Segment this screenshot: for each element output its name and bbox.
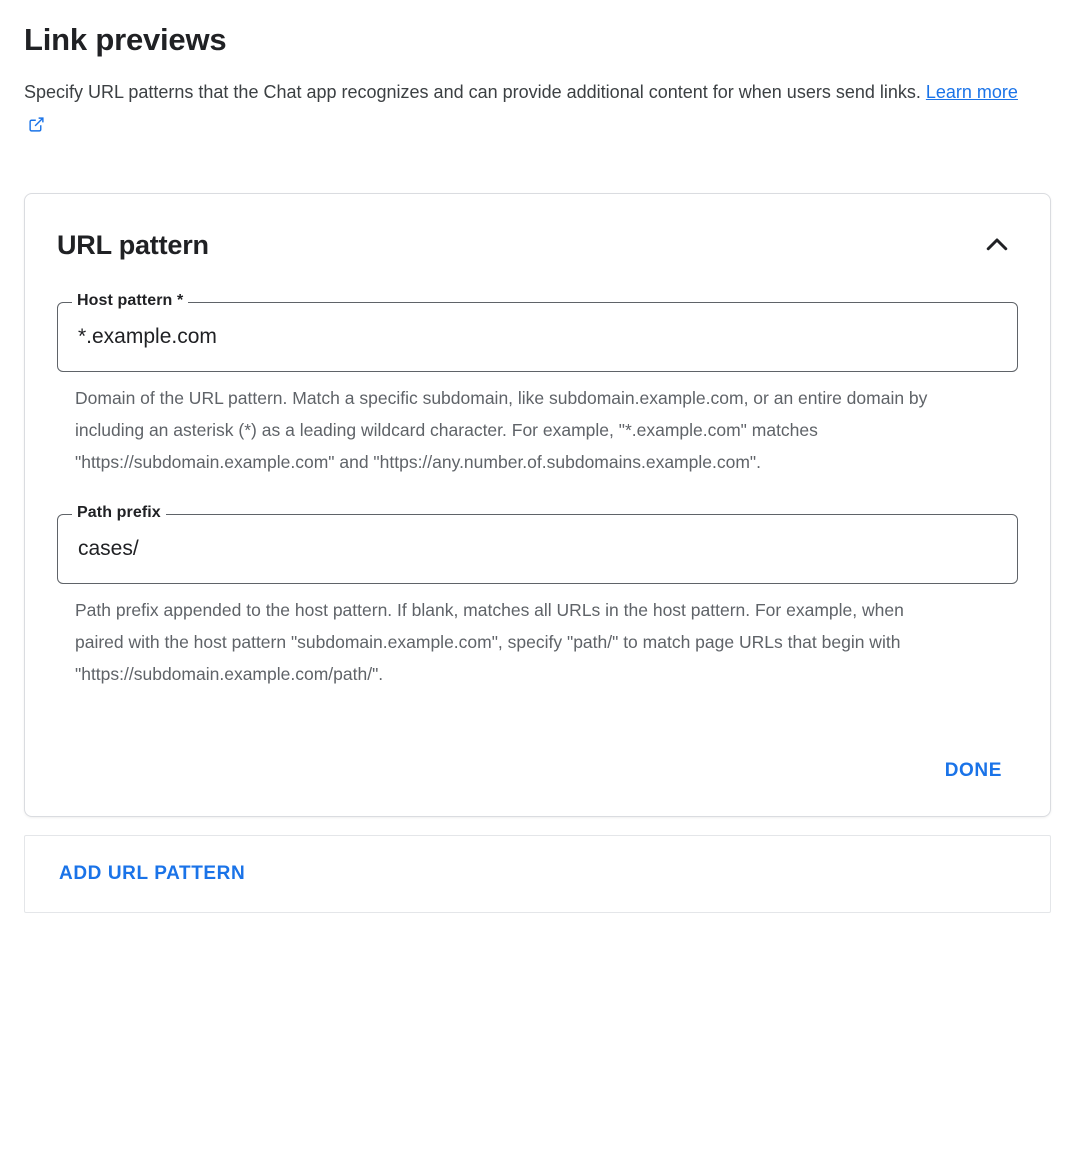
done-button[interactable]: DONE: [937, 752, 1010, 790]
path-prefix-label: Path prefix: [72, 504, 166, 522]
page-description-text: Specify URL patterns that the Chat app recognizes and can provide additional content for when users send links.: [24, 82, 921, 102]
chevron-up-icon[interactable]: [976, 224, 1018, 266]
host-pattern-help-text: Domain of the URL pattern. Match a specific subdomain, like subdomain.example.com, or an entire domain by including an asterisk (*) as a leading wildcard character. For example, "*.example.com" matches "https://subdomain.example.com" and "https://any.number.of.subdomains.example.com".: [75, 388, 928, 472]
path-prefix-input-box[interactable]: [57, 504, 1018, 584]
card-actions: [57, 752, 1018, 790]
path-prefix-field: [57, 504, 1018, 690]
learn-more-link[interactable]: Learn more: [925, 82, 1018, 102]
host-pattern-label: Host pattern *: [72, 292, 188, 310]
page-description: [24, 76, 1038, 143]
external-link-icon[interactable]: [28, 111, 45, 143]
host-pattern-input[interactable]: [76, 324, 999, 350]
url-pattern-card: [24, 193, 1051, 817]
page-title: Link previews: [24, 22, 227, 57]
url-pattern-card-header: [57, 224, 1018, 266]
path-prefix-help-text: Path prefix appended to the host pattern. If blank, matches all URLs in the host pattern. For example, when paired with the host pattern "subdomain.example.com", specify "path/" to match page URLs that begin with "https://subdomain.example.com/path/".: [75, 600, 904, 684]
host-pattern-field: [57, 292, 1018, 478]
add-url-pattern-button[interactable]: ADD URL PATTERN: [59, 863, 246, 884]
add-url-pattern-card[interactable]: [24, 835, 1051, 913]
host-pattern-input-box[interactable]: [57, 292, 1018, 372]
card-title: URL pattern: [57, 229, 209, 260]
path-prefix-input[interactable]: [76, 536, 999, 562]
